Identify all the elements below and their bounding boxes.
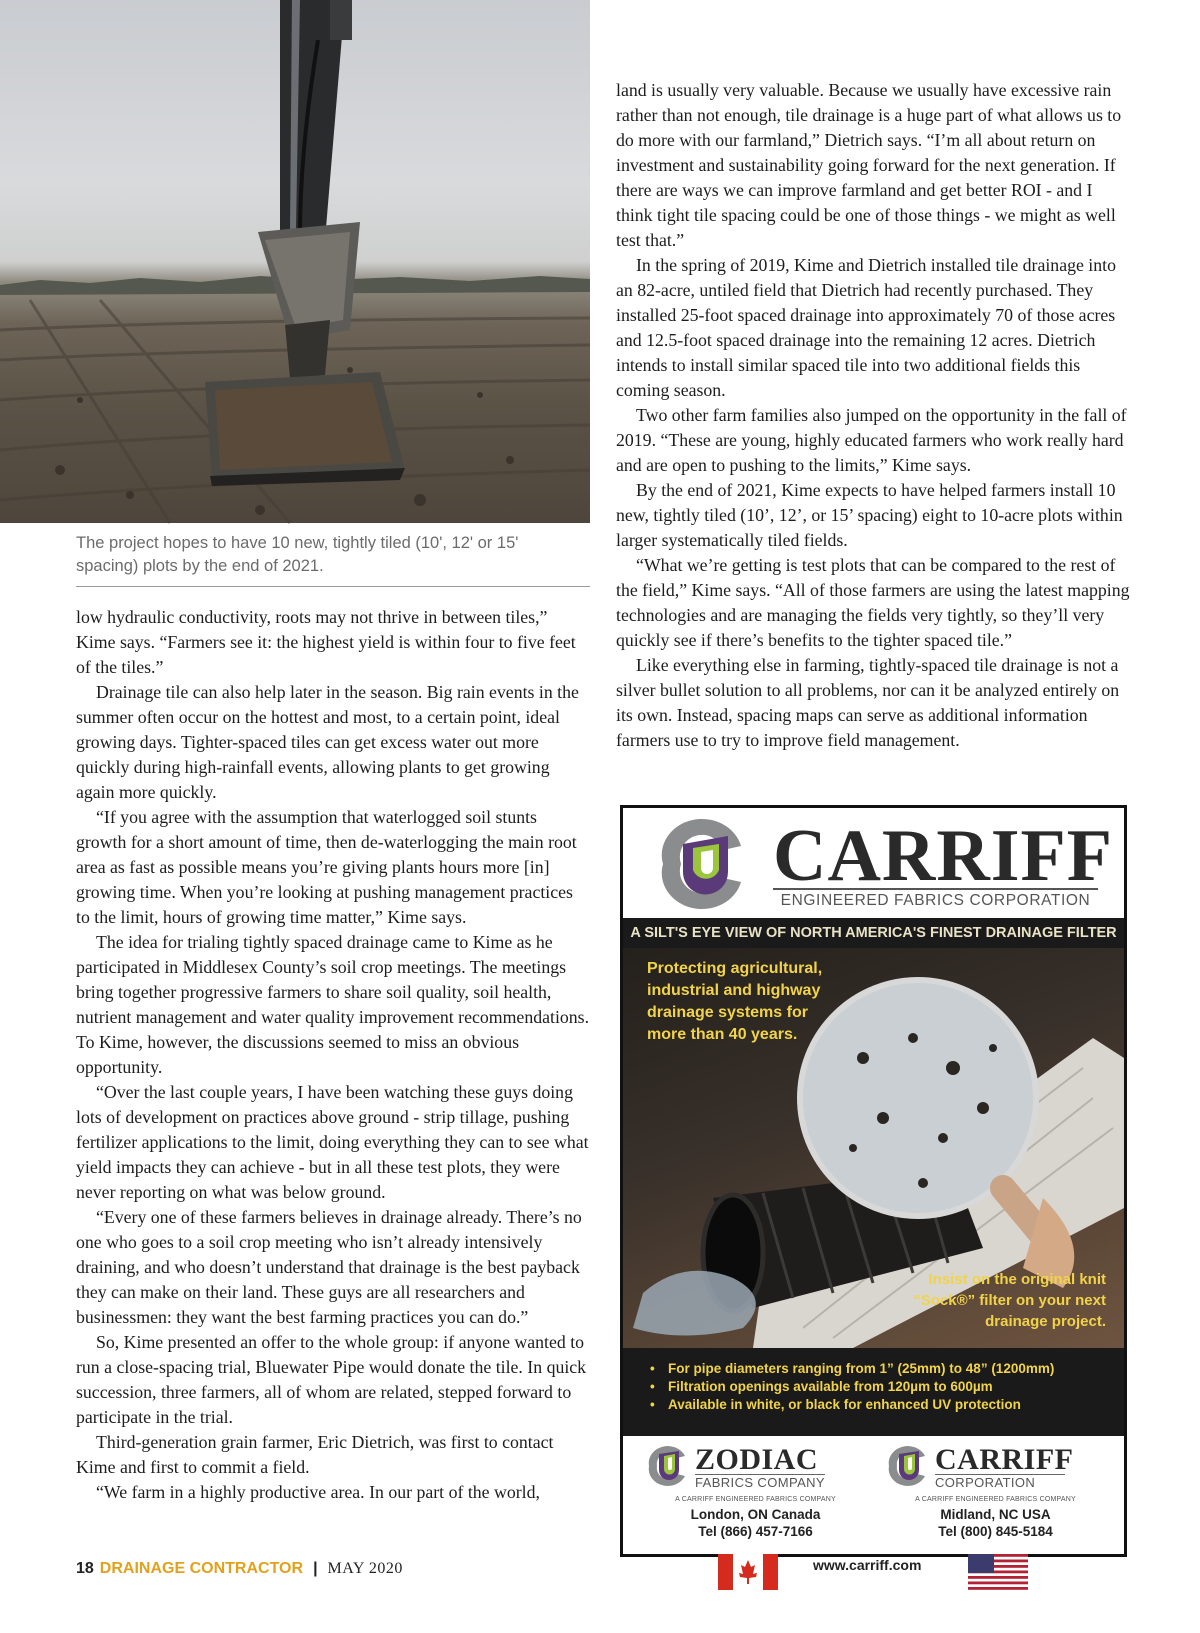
paragraph: land is usually very valuable. Because we usually have excessive rain rather than not enough, tile drainage is a huge part of what allows us to do more with our farmland,” Dietrich says. “I’m all about return on investment and sustainability going forward for the next generation. If there are ways we can improve farmland and get better ROI - and I think tight tile spacing could be one of those things - we might as well test that.” <box>616 80 1122 250</box>
excavator-field-illustration <box>0 0 590 523</box>
paragraph: Drainage tile can also help later in the season. Big rain events in the summer often occur on the hottest and most, to a certain point, ideal growing days. Tighter-spaced tiles can get excess water out more quickly during high-rainfall events, allowing plants to get growing again more quickly. <box>76 682 579 802</box>
carriff-corp-phone[interactable]: Tel (800) 845-5184 <box>938 1524 1053 1539</box>
excavator-photo <box>0 0 590 523</box>
ad-feature-item: • Filtration openings available from 120µm to 600µm <box>668 1378 1124 1396</box>
ad-header <box>623 808 1124 908</box>
zodiac-fine-print: A CARRIFF ENGINEERED FABRICS COMPANY <box>675 1496 836 1503</box>
ad-footer <box>623 1436 1124 1573</box>
caption-divider <box>76 586 590 587</box>
page-footer <box>76 1560 403 1578</box>
carriff-advertisement[interactable] <box>620 805 1127 1573</box>
paragraph: Two other farm families also jumped on the opportunity in the fall of 2019. “These are young, highly educated farmers who work really hard and are open to pushing to the limits,” Kime says. <box>616 405 1127 475</box>
zodiac-name: ZODIAC <box>695 1443 819 1476</box>
ad-feature-list <box>623 1348 1124 1436</box>
paragraph: Like everything else in farming, tightly-spaced tile drainage is not a silver bullet solution to all problems, nor can it be analyzed entirely on its own. Instead, spacing maps can serve as additional information farmers use to try to improve field management. <box>616 655 1120 750</box>
carriff-corp-logo-icon <box>885 1446 931 1486</box>
carriff-website-link[interactable]: www.carriff.com <box>813 1557 922 1573</box>
footer-separator: | <box>313 1560 318 1577</box>
carriff-corp-location: Midland, NC USA <box>940 1507 1051 1522</box>
paragraph: low hydraulic conductivity, roots may not thrive in between tiles,” Kime says. “Farmers see it: the highest yield is within four to five feet of the tiles.” <box>76 607 576 677</box>
usa-flag-icon <box>968 1554 1028 1590</box>
paragraph: “Every one of these farmers believes in drainage already. There’s no one who goes to a soil crop meeting who isn’t already intensively draining, and who doesn’t understand that drainage is the best payback they can make on their land. These guys are all researchers and businessmen: they want the best farming practices you can do.” <box>76 1207 582 1327</box>
magazine-name: DRAINAGE CONTRACTOR <box>99 1560 304 1577</box>
ad-brand-name: CARRIFF <box>773 815 1113 897</box>
paragraph: The idea for trialing tightly spaced drainage came to Kime as he participated in Middlesex County’s soil crop meetings. The meetings bring together progressive farmers to share soil quality, soil health, nutrient management and water quality improvement recommendations. To Kime, however, the discussions seemed to miss an obvious opportunity. <box>76 932 590 1077</box>
article-right-column <box>616 78 1131 753</box>
ad-feature-item: • Available in white, or black for enhanced UV protection <box>668 1396 1124 1414</box>
ad-insist-text: Insist on the original knit “Sock®” filter on your next drainage project. <box>913 1271 1106 1330</box>
paragraph: In the spring of 2019, Kime and Dietrich installed tile drainage into an 82-acre, untiled field that Dietrich had recently purchased. They installed 25-foot spaced drainage into approximately 70 of those acres and 12.5-foot spaced drainage into the remaining 12 acres. Dietrich intends to install similar spaced tile into two additional fields this coming season. <box>616 255 1116 400</box>
carriff-corp-subtitle: CORPORATION <box>935 1474 1065 1490</box>
article-left-column <box>76 605 591 1505</box>
ad-tagline: A SILT'S EYE VIEW OF NORTH AMERICA'S FINEST DRAINAGE FILTER <box>623 918 1124 948</box>
paragraph: “We farm in a highly productive area. In our part of the world, <box>96 1482 540 1502</box>
zodiac-phone[interactable]: Tel (866) 457-7166 <box>698 1524 813 1539</box>
zodiac-subtitle: FABRICS COMPANY <box>695 1475 826 1490</box>
issue-date: MAY 2020 <box>327 1560 403 1577</box>
photo-caption: The project hopes to have 10 new, tightly tiled (10', 12' or 15' spacing) plots by the end of 2021. <box>76 534 519 575</box>
carriff-logo-icon <box>653 826 753 902</box>
paragraph: Third-generation grain farmer, Eric Dietrich, was first to contact Kime and first to commit a field. <box>76 1432 554 1477</box>
paragraph: “If you agree with the assumption that waterlogged soil stunts growth for a short amount of time, then de-waterlogging the main root area as fast as possible means you’re giving plants hours more [in] growing time. When you’re looking at pushing management practices to the limit, hours of growing time matter,” Kime says. <box>76 807 577 927</box>
zodiac-location: London, ON Canada <box>690 1507 821 1522</box>
ad-protect-text: Protecting agricultural, industrial and highway drainage systems for more than 40 years. <box>647 960 823 1043</box>
page-number: 18 <box>76 1560 94 1577</box>
ad-feature-item: • For pipe diameters ranging from 1” (25mm) to 48” (1200mm) <box>668 1360 1124 1378</box>
paragraph: “What we’re getting is test plots that can be compared to the rest of the field,” Kime says. “All of those farmers are using the latest mapping technologies and are managing the fields very tightly, so they’ll very quickly see if there’s benefits to the tighter spaced tile.” <box>616 555 1130 650</box>
carriff-corp-name: CARRIFF <box>935 1443 1074 1476</box>
paragraph: “Over the last couple years, I have been watching these guys doing lots of development on practices above ground - strip tillage, pushing fertilizer applications to the limit, doing everything they can to see what yield impacts they can achieve - but in all these test plots, they were never reporting on what was below ground. <box>76 1082 589 1202</box>
ad-brand-subtitle: ENGINEERED FABRICS CORPORATION <box>773 888 1098 910</box>
carriff-corp-fine-print: A CARRIFF ENGINEERED FABRICS COMPANY <box>915 1496 1076 1503</box>
canada-flag-icon <box>718 1554 778 1590</box>
ad-pipe-photo <box>623 948 1124 1348</box>
paragraph: So, Kime presented an offer to the whole group: if anyone wanted to run a close-spacing trial, Bluewater Pipe would donate the tile. In quick succession, three farmers, all of whom are related, stepped forward to participate in the trial. <box>76 1332 587 1427</box>
paragraph: By the end of 2021, Kime expects to have helped farmers install 10 new, tightly tiled (10’, 12’, or 15’ spacing) eight to 10-acre plots within larger systematically tiled fields. <box>616 480 1123 550</box>
zodiac-logo-icon <box>645 1446 691 1486</box>
